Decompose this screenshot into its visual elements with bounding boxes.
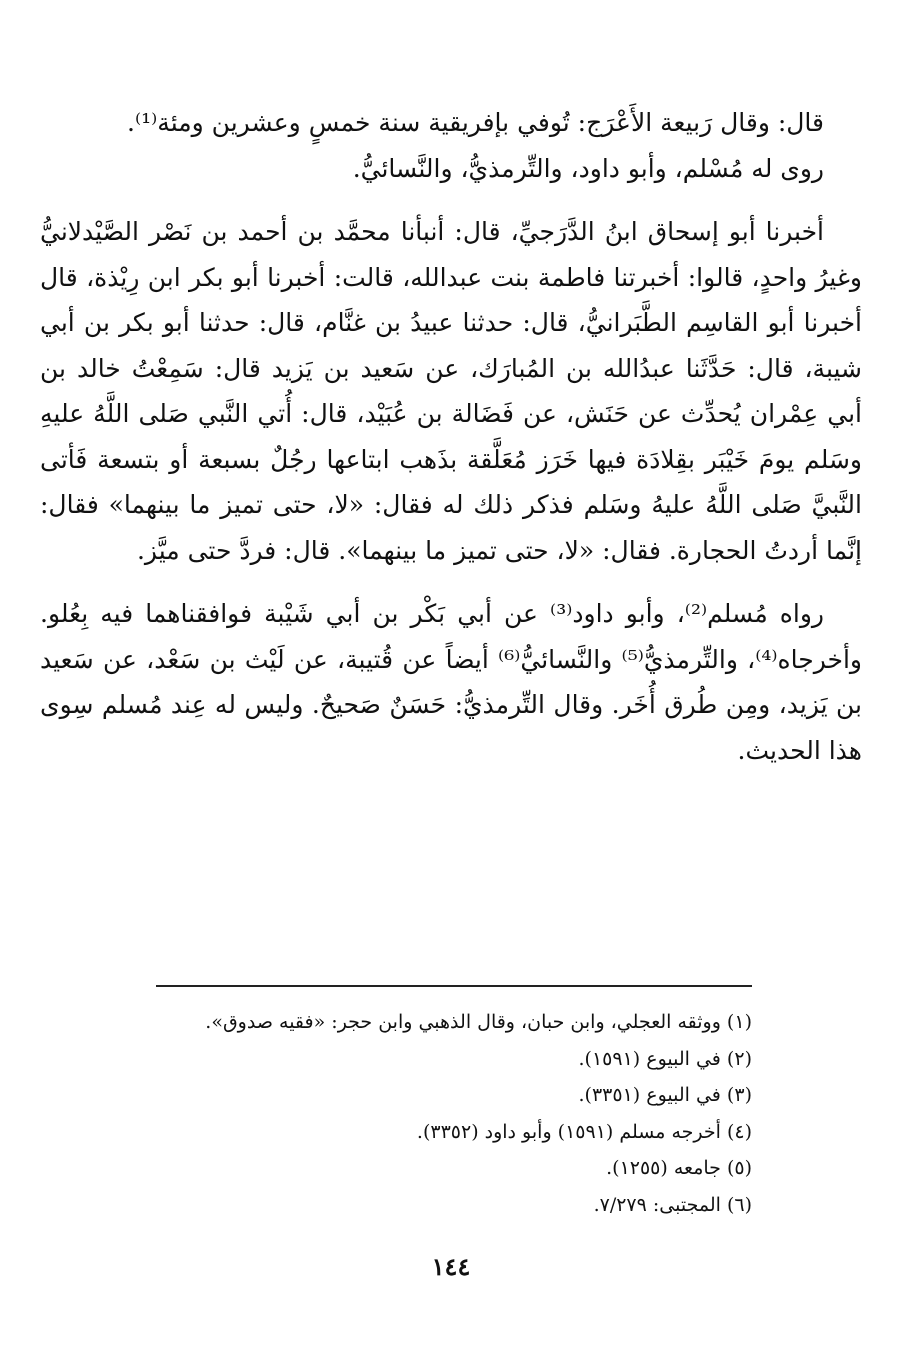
paragraph-narrators: روى له مُسْلم، وأبو داود، والتِّرمذيُّ، والنَّسائيُّ. <box>352 153 824 183</box>
footnotes <box>40 1004 752 1223</box>
footnote-3: (٣) في البيوع (٣٣٥١). <box>578 1084 752 1106</box>
paragraph-takhrij: رواه مُسلم⁽²⁾، وأبو داود⁽³⁾ عن أبي بَكْر بن أبي شَيْبة فوافقناهما فيه بِعُلو. وأخرجاه⁽⁴⁾، والتِّرمذيُّ⁽⁵⁾ والنَّسائيُّ⁽⁶⁾ أيضاً عن قُتيبة، عن لَيْث بن سَعْد، عن سَعيد بن يَزيد، ومِن طُرق أُخَر. وقال التِّرمذيُّ: حَسَنٌ صَحيحٌ. وليس له عِند مُسلم سِوى هذا الحديث. <box>40 599 862 765</box>
footnote-2: (٢) في البيوع (١٥٩١). <box>578 1047 752 1070</box>
footnote-5: (٥) جامعه (١٢٥٥). <box>606 1157 752 1179</box>
main-text <box>40 100 862 773</box>
page-number: ١٤٤ <box>431 1252 471 1281</box>
footnote-divider <box>156 985 752 987</box>
paragraph-rabia-death: قال: وقال رَبيعة الأَعْرَج: تُوفي بإفريقية سنة خمسٍ وعشرين ومئة⁽¹⁾. <box>127 108 824 137</box>
footnote-1: (١) ووثقه العجلي، وابن حبان، وقال الذهبي وابن حجر: «فقيه صدوق». <box>205 1011 752 1033</box>
footnote-6: (٦) المجتبى: ٧/٢٧٩. <box>593 1193 752 1216</box>
paragraph-hadith-chain: أخبرنا أبو إسحاق ابنُ الدَّرَجيِّ، قال: أنبأنا محمَّد بن أحمد بن نَصْر الصَّيْدلانيُّ وغيرُ واحدٍ، قالوا: أخبرتنا فاطمة بنت عبدالله، قالت: أخبرنا أبو بكر ابن رِيْذة، قال أخبرنا أبو القاسِم الطَّبَرانيُّ، قال: حدثنا عبيدُ بن غنَّام، قال: حدثنا أبو بكر بن أبي شيبة، قال: حَدَّثَنا عبدُالله بن المُبارَك، عن سَعيد بن يَزيد قال: سَمِعْتُ خالد بن أبي عِمْران يُحدِّث عن حَنَش، عن فَضَالة بن عُبَيْد، قال: أُتي النَّبي صَلى اللَّهُ عليهِ وسَلم يومَ خَيْبَر بقِلادَة فيها خَرَز مُعَلَّقة بذَهب ابتاعها رجُلٌ بسبعة أو بتسعة فَأتى النَّبيَّ صَلى اللَّهُ عليهُ وسَلم فذكر ذلك له فقال: «لا، حتى تميز ما بينهما» فقال: إنَّما أردتُ الحجارة. فقال: «لا، حتى تميز ما بينهما». قال: فردَّ حتى ميَّز. <box>40 217 862 565</box>
footnote-4: (٤) أخرجه مسلم (١٥٩١) وأبو داود (٣٣٥٢). <box>416 1120 752 1143</box>
